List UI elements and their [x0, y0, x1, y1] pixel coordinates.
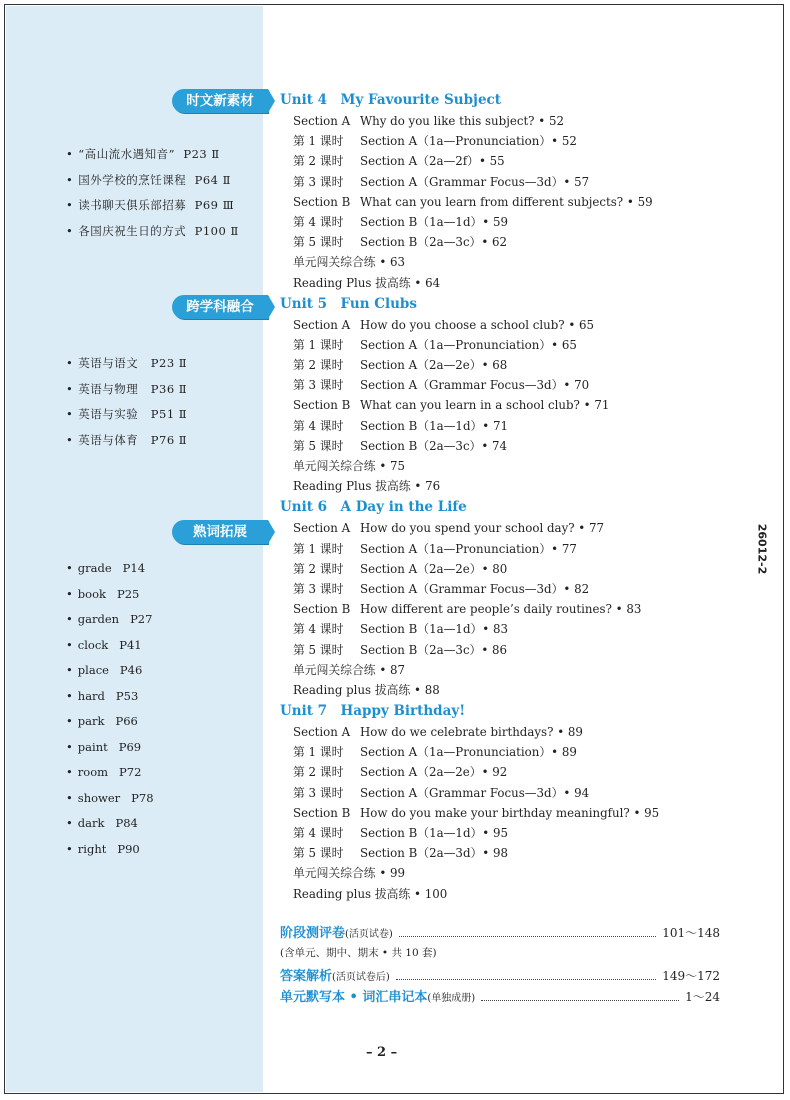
toc-row: Reading plus 拔高练 • 88 [293, 682, 440, 697]
toc-row: 第 4 课时 Section B（1a—1d）• 71 [293, 418, 509, 433]
toc-row: Section B What can you learn from different subjects? • 59 [293, 194, 653, 209]
toc-row: Section A How do we celebrate birthdays? • 89 [293, 725, 583, 740]
toc-row: 第 2 课时 Section A（2a—2f）• 55 [293, 154, 505, 169]
appendix-note: (单独成册) [427, 993, 476, 1004]
leader-dots [399, 936, 656, 937]
toc-row: 第 5 课时 Section B（2a—3c）• 62 [293, 235, 508, 250]
appendix-pages: 149～172 [662, 969, 720, 983]
page-number: – 2 – [366, 1045, 398, 1060]
side-item: • 国外学校的烹饪课程 P64 Ⅱ [66, 172, 231, 187]
toc-row: 单元闯关综合练 • 87 [293, 662, 406, 677]
side-item: • park P66 [66, 714, 138, 728]
side-item: • place P46 [66, 663, 143, 677]
toc-row: Section B How do you make your birthday meaningful? • 95 [293, 805, 660, 820]
side-item: • book P25 [66, 586, 140, 601]
toc-row: 第 1 课时 Section A（1a—Pronunciation）• 77 [293, 541, 577, 556]
toc-row: Reading Plus 拔高练 • 76 [293, 479, 441, 494]
side-item: • grade P14 [66, 561, 146, 575]
toc-row: 第 5 课时 Section B（2a—3c）• 86 [293, 642, 508, 657]
appendix-title: 阶段测评卷 [280, 926, 346, 941]
side-item: • clock P41 [66, 637, 142, 652]
side-item: • paint P69 [66, 739, 142, 754]
unit-title: Unit 5 Fun Clubs [280, 295, 417, 312]
side-list-interdisciplinary [66, 355, 187, 457]
toc-row: Section A How do you choose a school club? • 65 [293, 317, 595, 332]
unit-title: Unit 7 Happy Birthday! [280, 703, 466, 720]
appendix-title: 单元默写本 • 词汇串记本 [280, 990, 428, 1005]
appendix-note: (活页试卷) [345, 929, 393, 940]
unit-title: Unit 6 A Day in the Life [280, 499, 467, 516]
side-item: • “高山流水遇知音” P23 Ⅱ [66, 147, 220, 161]
toc-row: Section B What can you learn in a school club? • 71 [293, 398, 610, 413]
toc-row: Reading Plus 拔高练 • 64 [293, 275, 441, 290]
toc-row: 第 3 课时 Section A（Grammar Focus—3d）• 94 [293, 785, 590, 800]
side-item: • 英语与物理 P36 Ⅱ [66, 381, 188, 396]
vertical-code: 26012-2 [755, 523, 769, 575]
toc-row: Section A How do you spend your school day? • 77 [293, 521, 605, 536]
appendix-pages: 101～148 [662, 926, 720, 940]
toc-row: 第 2 课时 Section A（2a—2e）• 68 [293, 358, 508, 373]
side-list-word-extension [66, 561, 154, 867]
toc-row: 第 1 课时 Section A（1a—Pronunciation）• 65 [293, 337, 577, 352]
appendix-notebook-row [280, 986, 720, 1007]
toc-row: Reading plus 拔高练 • 100 [293, 886, 448, 901]
tag-interdisciplinary: 跨学科融合 [172, 295, 268, 319]
appendix-test-row [280, 922, 720, 943]
side-item: • 各国庆祝生日的方式 P100 Ⅱ [66, 223, 239, 238]
toc-row: 第 3 课时 Section A（Grammar Focus—3d）• 70 [293, 378, 590, 393]
toc-row: 第 4 课时 Section B（1a—1d）• 83 [293, 622, 509, 637]
table-of-contents [280, 89, 730, 904]
side-item: • 读书聊天俱乐部招募 P69 Ⅲ [66, 198, 235, 212]
side-item: • right P90 [66, 841, 140, 856]
side-item: • dark P84 [66, 816, 138, 830]
side-item: • hard P53 [66, 688, 139, 703]
toc-row: 第 5 课时 Section B（2a—3d）• 98 [293, 846, 509, 861]
unit-title: Unit 4 My Favourite Subject [280, 92, 501, 108]
toc-row: Section B How different are people’s daily routines? • 83 [293, 602, 642, 617]
appendix-note: (活页试卷后) [332, 972, 390, 983]
toc-row: 第 2 课时 Section A（2a—2e）• 80 [293, 561, 508, 576]
appendix-title: 答案解析 [280, 969, 333, 984]
tag-word-extension: 熟词拓展 [172, 520, 268, 544]
side-item: • shower P78 [66, 790, 154, 805]
appendix-list [280, 922, 720, 1007]
toc-row: 单元闯关综合练 • 63 [293, 255, 406, 270]
toc-row: 第 2 课时 Section A（2a—2e）• 92 [293, 765, 508, 780]
appendix-subnote: (含单元、期中、期末 • 共 10 套) [280, 947, 437, 959]
toc-row: 单元闯关综合练 • 75 [293, 459, 406, 473]
side-item: • 英语与实验 P51 Ⅱ [66, 407, 188, 421]
toc-row: 第 3 课时 Section A（Grammar Focus—3d）• 82 [293, 581, 590, 596]
toc-row: 第 1 课时 Section A（1a—Pronunciation）• 52 [293, 134, 577, 149]
side-item: • 英语与体育 P76 Ⅱ [66, 432, 188, 447]
side-item: • garden P27 [66, 612, 153, 626]
toc-row: 第 4 课时 Section B（1a—1d）• 95 [293, 826, 509, 840]
appendix-answers-row [280, 965, 720, 986]
toc-row: 第 5 课时 Section B（2a—3c）• 74 [293, 438, 508, 453]
leader-dots [396, 979, 656, 980]
toc-row: 单元闯关综合练 • 99 [293, 866, 406, 881]
toc-row: 第 4 课时 Section B（1a—1d）• 59 [293, 214, 509, 229]
toc-row: Section A Why do you like this subject? • 52 [293, 114, 564, 128]
leader-dots [481, 1000, 679, 1001]
tag-current-materials: 时文新素材 [172, 89, 268, 113]
side-item: • room P72 [66, 765, 142, 779]
toc-row: 第 3 课时 Section A（Grammar Focus—3d）• 57 [293, 174, 590, 189]
toc-row: 第 1 课时 Section A（1a—Pronunciation）• 89 [293, 745, 577, 760]
appendix-pages: 1～24 [685, 990, 720, 1004]
side-item: • 英语与语文 P23 Ⅱ [66, 356, 188, 370]
side-list-current-materials [66, 146, 239, 248]
